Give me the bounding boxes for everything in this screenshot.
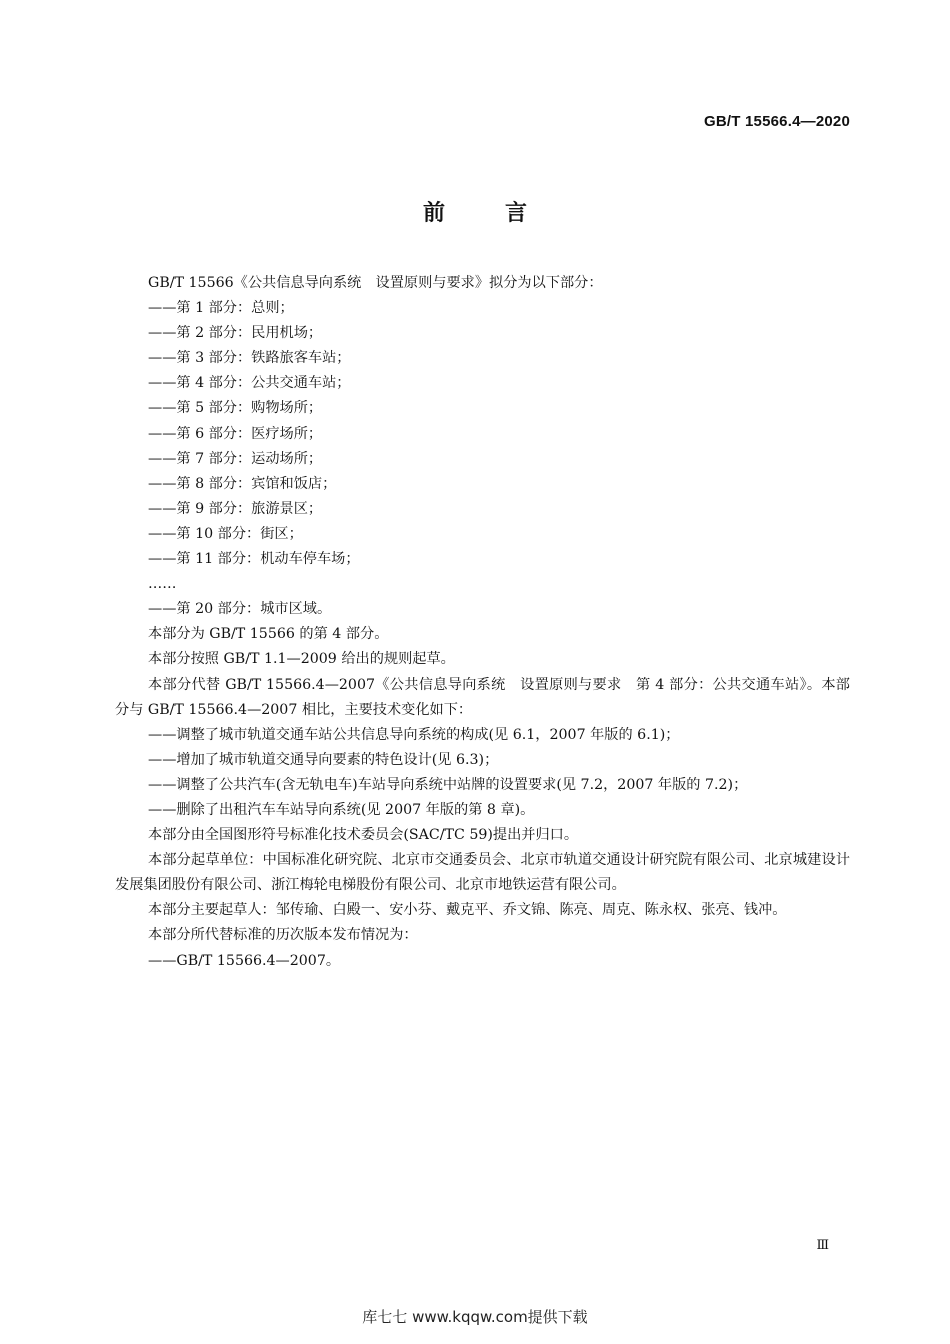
page-number: Ⅲ <box>816 1238 829 1253</box>
change-item-1: ——调整了城市轨道交通车站公共信息导向系统的构成(见 6.1，2007 年版的 6.1)； <box>148 726 680 743</box>
list-item-part-8: ——第 8 部分：宾馆和饭店； <box>148 475 337 492</box>
list-item-part-2: ——第 2 部分：民用机场； <box>148 325 323 342</box>
change-item-3: ——调整了公共汽车(含无轨电车)车站导向系统中站牌的设置要求(见 7.2，2007 年版的 7.2)； <box>148 776 748 793</box>
standard-code: GB/T 15566.4—2020 <box>704 113 850 130</box>
list-item-part-9: ——第 9 部分：旅游景区； <box>148 500 323 517</box>
paragraph-intro: GB/T 15566《公共信息导向系统 设置原则与要求》拟分为以下部分： <box>148 275 603 291</box>
paragraph-drafting-units: 本部分起草单位：中国标准化研究院、北京市交通委员会、北京市轨道交通设计研究院有限公司、北京城建设计发展集团股份有限公司、浙江梅轮电梯股份有限公司、北京市地铁运营有限公司。 <box>115 852 850 894</box>
list-item-part-4: ——第 4 部分：公共交通车站； <box>148 375 351 392</box>
change-item-4: ——删除了出租汽车车站导向系统(见 2007 年版的第 8 章)。 <box>148 801 535 818</box>
page-title: 前言 <box>422 201 587 226</box>
history-item: ——GB/T 15566.4—2007。 <box>148 952 341 969</box>
paragraph-part-of: 本部分为 GB/T 15566 的第 4 部分。 <box>148 626 389 643</box>
list-item-part-6: ——第 6 部分：医疗场所； <box>148 425 323 442</box>
list-item-part-7: ——第 7 部分：运动场所； <box>148 450 323 467</box>
change-item-2: ——增加了城市轨道交通导向要素的特色设计(见 6.3)； <box>148 751 499 768</box>
list-item-part-5: ——第 5 部分：购物场所； <box>148 400 323 417</box>
paragraph-replaces: 本部分代替 GB/T 15566.4—2007《公共信息导向系统 设置原则与要求 第 4 部分：公共交通车站》。本部分与 GB/T 15566.4—2007 相比，主要技术变化如下： <box>115 676 850 718</box>
document-body <box>115 271 850 974</box>
list-item-part-11: ——第 11 部分：机动车停车场； <box>148 551 360 568</box>
list-item-part-20: ——第 20 部分：城市区域。 <box>148 601 332 618</box>
footer-watermark: 库七七 www.kqqw.com提供下载 <box>362 1308 588 1326</box>
list-ellipsis: …… <box>148 576 177 593</box>
paragraph-drafters: 本部分主要起草人：邹传瑜、白殿一、安小芬、戴克平、乔文锦、陈亮、周克、陈永权、张亮、钱冲。 <box>148 902 787 919</box>
paragraph-drafting-rules: 本部分按照 GB/T 1.1—2009 给出的规则起草。 <box>148 651 455 668</box>
list-item-part-3: ——第 3 部分：铁路旅客车站； <box>148 350 351 367</box>
list-item-part-10: ——第 10 部分：街区； <box>148 525 303 542</box>
paragraph-history: 本部分所代替标准的历次版本发布情况为： <box>148 927 418 944</box>
list-item-part-1: ——第 1 部分：总则； <box>148 300 294 317</box>
paragraph-proposed-by: 本部分由全国图形符号标准化技术委员会(SAC/TC 59)提出并归口。 <box>148 827 579 844</box>
